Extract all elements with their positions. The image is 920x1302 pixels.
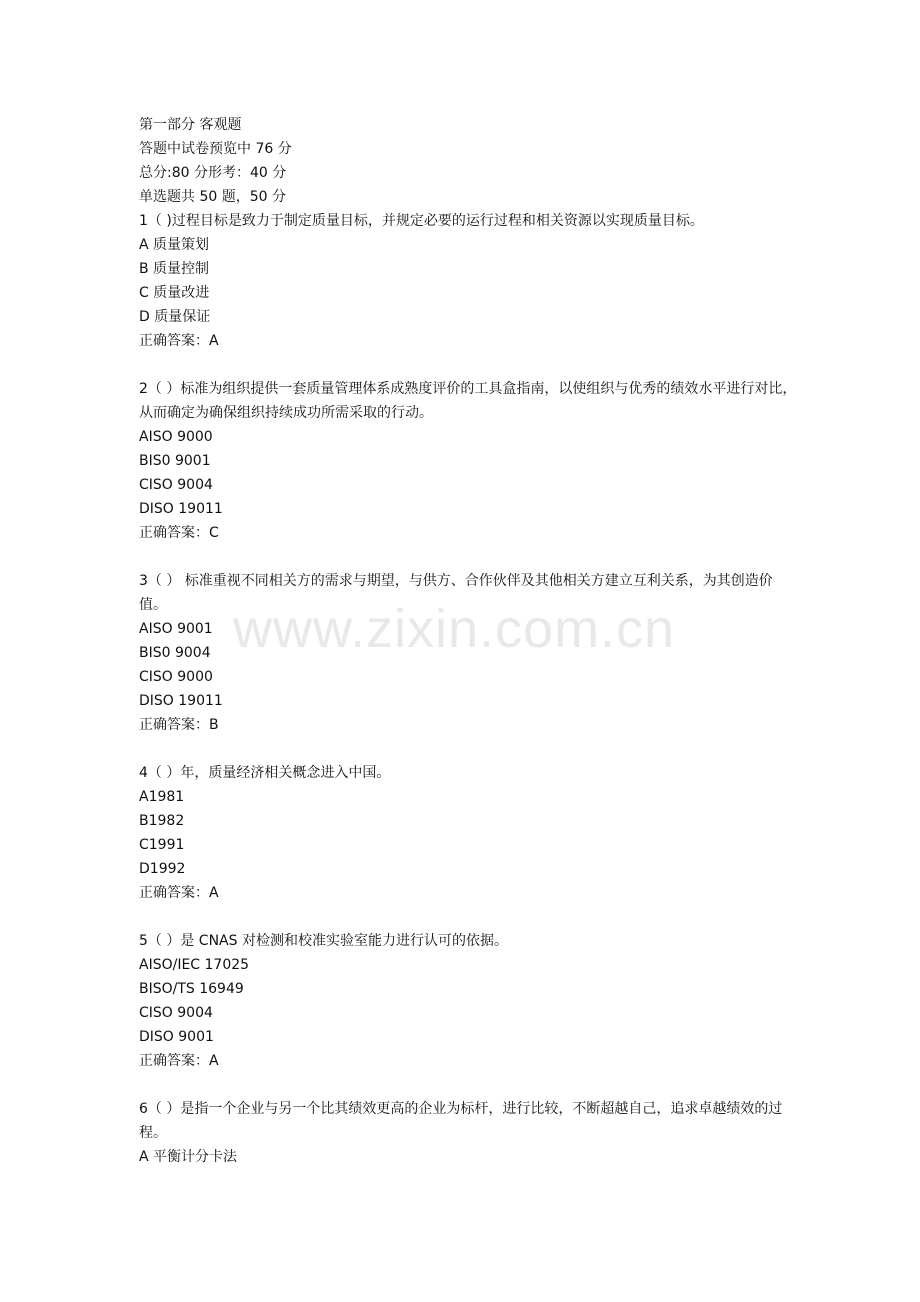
correct-answer: 正确答案：A	[139, 1053, 219, 1069]
correct-answer: 正确答案：B	[139, 717, 219, 733]
option: AISO 9000	[139, 429, 213, 445]
total-score: 总分:80 分形考：40 分	[139, 165, 287, 181]
document-body	[139, 113, 799, 1169]
option: A 平衡计分卡法	[139, 1149, 238, 1165]
option: BISO/TS 16949	[139, 981, 244, 997]
correct-answer: 正确答案：A	[139, 333, 219, 349]
option: C 质量改进	[139, 285, 210, 301]
option: C1991	[139, 837, 185, 853]
watermark: www.zixin.com.cn	[233, 599, 676, 659]
question-block	[139, 209, 799, 353]
question-stem: 5（ ）是 CNAS 对检测和校准实验室能力进行认可的依据。	[139, 933, 508, 949]
option: B 质量控制	[139, 261, 210, 277]
question-block	[139, 377, 799, 545]
question-block	[139, 569, 799, 737]
correct-answer: 正确答案：A	[139, 885, 219, 901]
option: BIS0 9001	[139, 453, 211, 469]
question-stem: 2（ ）标准为组织提供一套质量管理体系成熟度评价的工具盒指南，以使组织与优秀的绩效水平进行对比，从而确定为确保组织持续成功所需采取的行动。	[139, 381, 797, 421]
option: AISO/IEC 17025	[139, 957, 250, 973]
option: A 质量策划	[139, 237, 210, 253]
single-choice-info: 单选题共 50 题，50 分	[139, 189, 286, 205]
correct-answer: 正确答案：C	[139, 525, 219, 541]
option: DISO 9001	[139, 1029, 214, 1045]
preview-score: 答题中试卷预览中 76 分	[139, 141, 292, 157]
option: AISO 9001	[139, 621, 213, 637]
option: CISO 9004	[139, 1005, 213, 1021]
option: B1982	[139, 813, 185, 829]
option: CISO 9000	[139, 669, 213, 685]
option: D1992	[139, 861, 186, 877]
option: DISO 19011	[139, 693, 223, 709]
option: DISO 19011	[139, 501, 223, 517]
question-stem: 6（ ）是指一个企业与另一个比其绩效更高的企业为标杆，进行比较，不断超越自己，追求卓越绩效的过程。	[139, 1101, 783, 1141]
option: D 质量保证	[139, 309, 211, 325]
question-stem: 1（ )过程目标是致力于制定质量目标，并规定必要的运行过程和相关资源以实现质量目标。	[139, 213, 704, 229]
question-stem: 3（ ） 标准重视不同相关方的需求与期望，与供方、合作伙伴及其他相关方建立互利关系，为其创造价值。	[139, 573, 773, 613]
header-block	[139, 113, 799, 209]
section-title: 第一部分 客观题	[139, 117, 242, 133]
option: CISO 9004	[139, 477, 213, 493]
question-block	[139, 929, 799, 1073]
question-stem: 4（ ）年，质量经济相关概念进入中国。	[139, 765, 391, 781]
question-block	[139, 761, 799, 905]
question-block	[139, 1097, 799, 1169]
option: A1981	[139, 789, 185, 805]
option: BIS0 9004	[139, 645, 211, 661]
